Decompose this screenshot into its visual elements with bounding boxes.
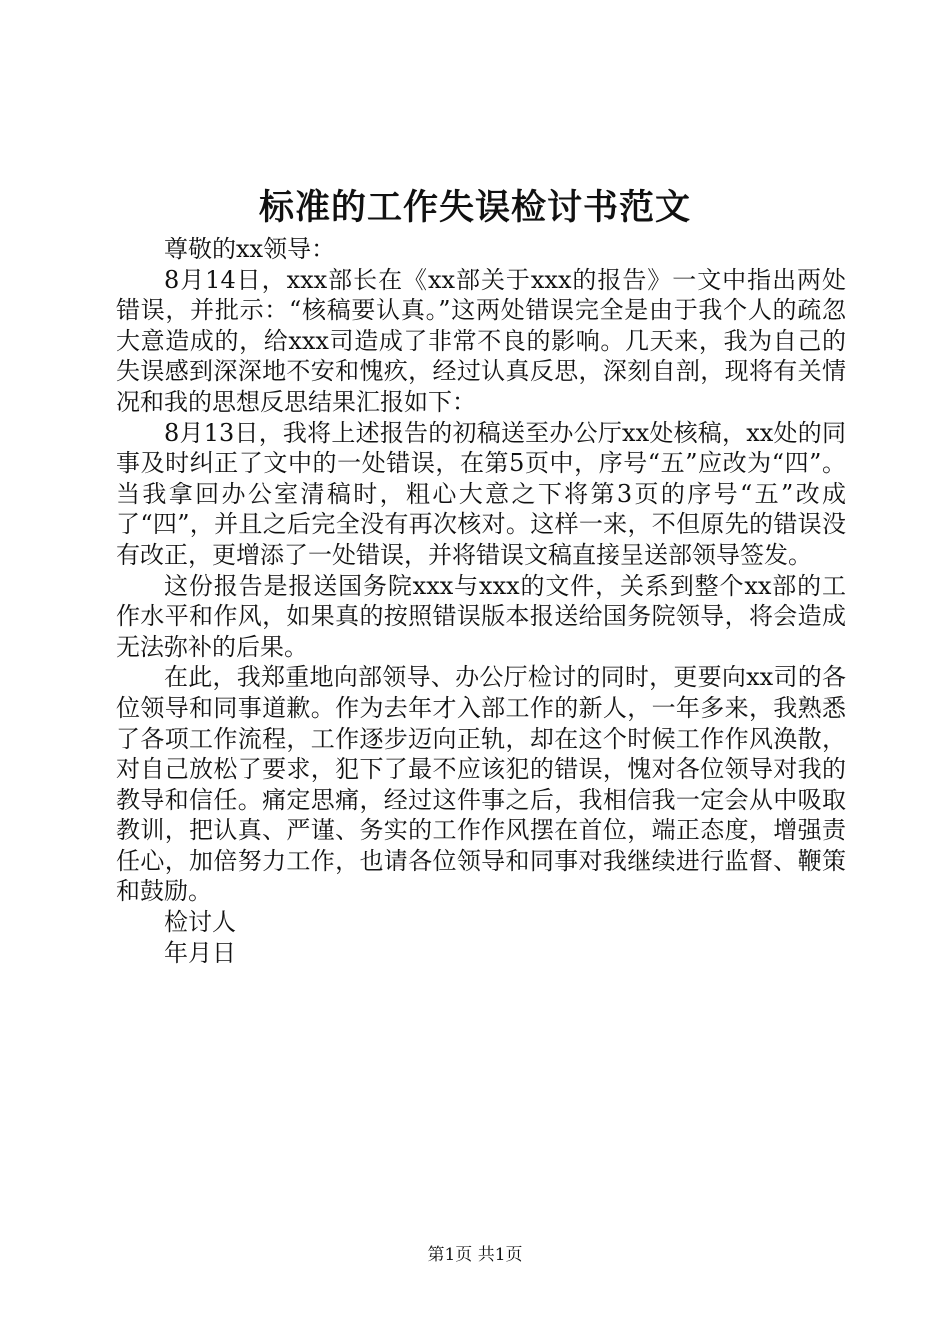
paragraph-4: 在此，我郑重地向部领导、办公厅检讨的同时，更要向xx司的各位领导和同事道歉。作为去年才入部工作的新人，一年多来，我熟悉了各项工作流程，工作逐步迈向正轨，却在这个时候工作作风涣散，对自己放松了要求，犯下了最不应该犯的错误，愧对各位领导对我的教导和信任。痛定思痛，经过这件事之后，我相信我一定会从中吸取教训，把认真、严谨、务实的工作作风摆在首位，端正态度，增强责任心，加倍努力工作，也请各位领导和同事对我继续进行监督、鞭策和鼓励。 bbox=[116, 663, 846, 906]
paragraph-2: 8月13日，我将上述报告的初稿送至办公厅xx处核稿，xx处的同事及时纠正了文中的一处错误，在第5页中，序号“五”应改为“四”。当我拿回办公室清稿时，粗心大意之下将第3页的序号“五”改成了“四”，并且之后完全没有再次核对。这样一来，不但原先的错误没有改正，更增添了一处错误，并将错误文稿直接呈送部领导签发。 bbox=[116, 418, 846, 569]
paragraph-3: 这份报告是报送国务院xxx与xxx的文件，关系到整个xx部的工作水平和作风，如果真的按照错误版本报送给国务院领导，将会造成无法弥补的后果。 bbox=[116, 571, 846, 661]
page-number: 第1页 共1页 bbox=[427, 1245, 523, 1265]
paragraph-1: 8月14日，xxx部长在《xx部关于xxx的报告》一文中指出两处错误，并批示：“核稿要认真。”这两处错误完全是由于我个人的疏忽大意造成的，给xxx司造成了非常不良的影响。几天来，我为自己的失误感到深深地不安和愧疚，经过认真反思，深刻自剖，现将有关情况和我的思想反思结果汇报如下： bbox=[116, 265, 846, 416]
salutation: 尊敬的xx领导： bbox=[164, 235, 336, 263]
document-body bbox=[116, 234, 846, 968]
signature: 检讨人 bbox=[164, 908, 236, 937]
document-title: 标准的工作失误检讨书范文 bbox=[258, 187, 691, 228]
date-line: 年月日 bbox=[164, 938, 236, 967]
